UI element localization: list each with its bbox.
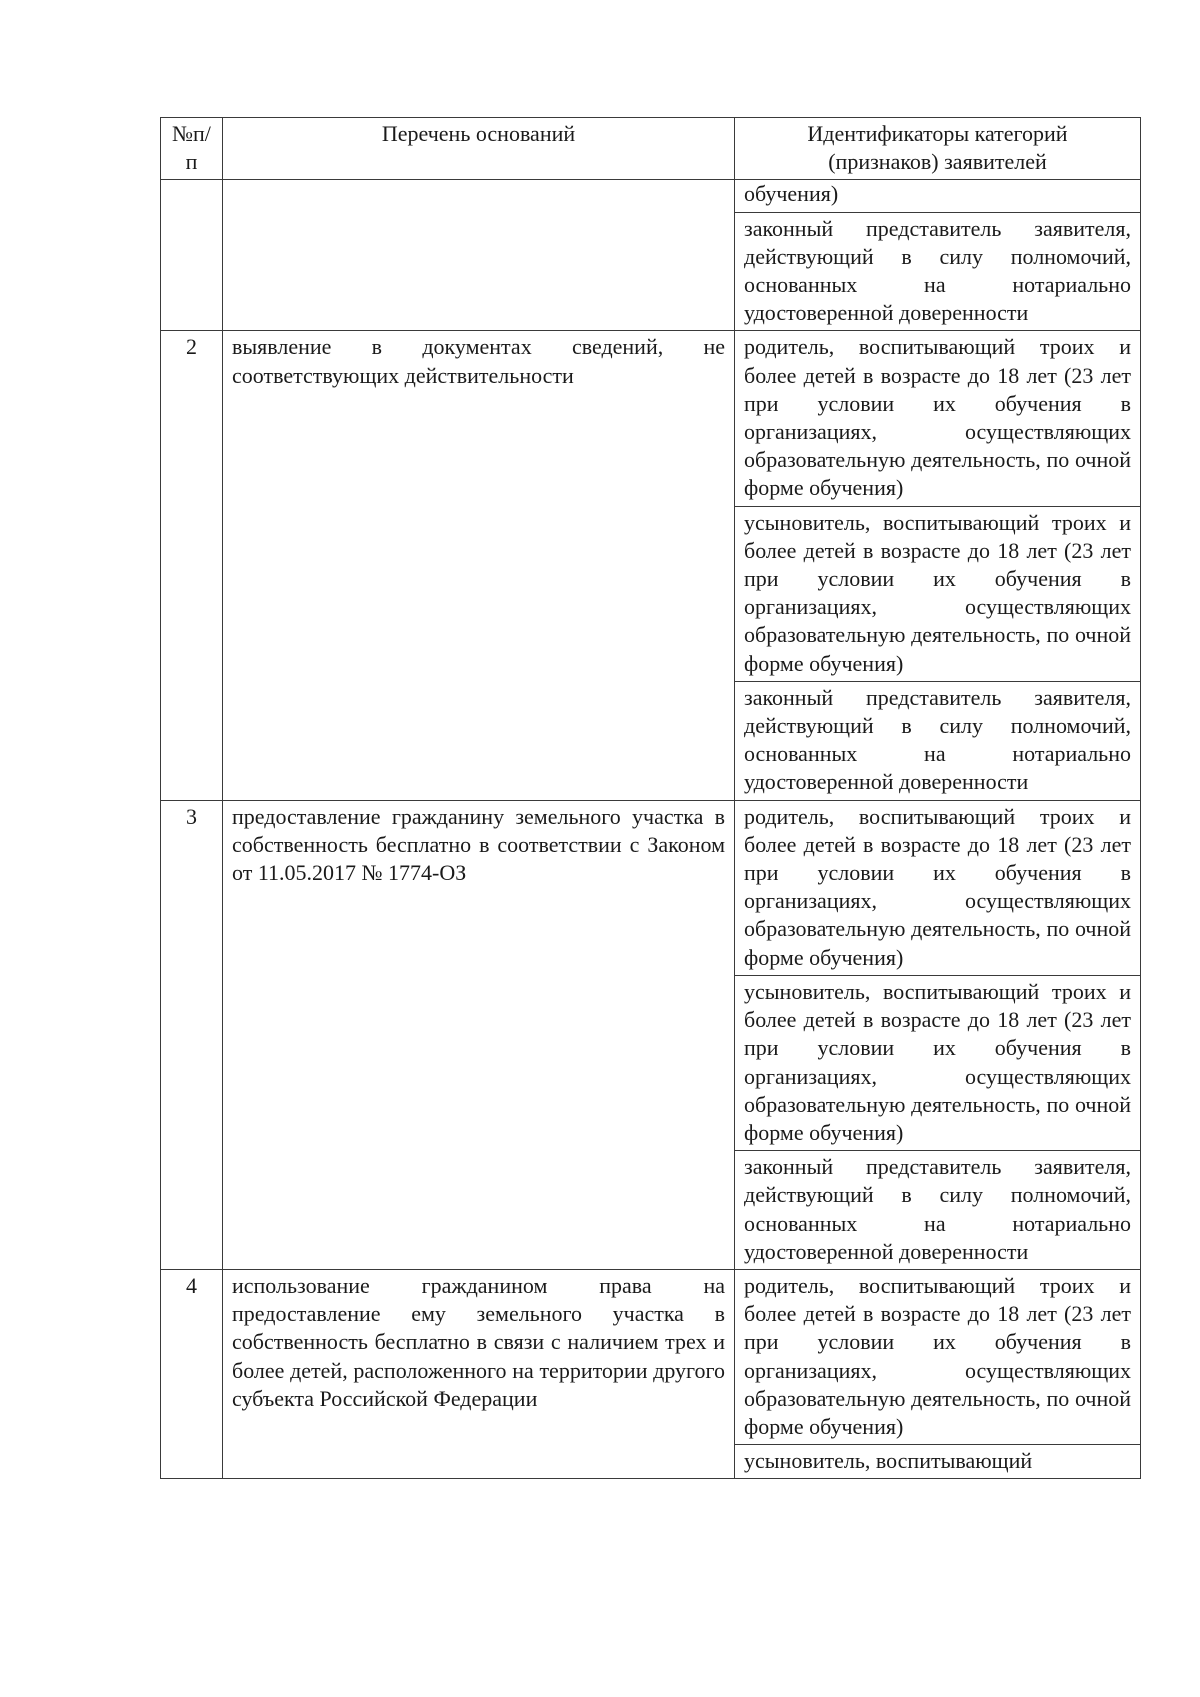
row-number: 2 (161, 331, 223, 800)
header-number-line2: п (185, 149, 198, 175)
row-identifier: усыновитель, воспитывающий троих и более детей в возрасте до 18 лет (23 лет при условии их обучения в организациях, осуществляющих образовательную деятельность, по очной форме обучения) (735, 975, 1141, 1150)
table-row (161, 331, 1141, 506)
table-row (161, 180, 1141, 212)
row-reason: предоставление гражданину земельного участка в собственность бесплатно в соответствии с Законом от 11.05.2017 № 1774-ОЗ (223, 800, 735, 1269)
header-identifiers-line1: Идентификаторы категорий (807, 121, 1068, 146)
row-identifier: родитель, воспитывающий троих и более детей в возрасте до 18 лет (23 лет при условии их обучения в организациях, осуществляющих образовательную деятельность, по очной форме обучения) (735, 331, 1141, 506)
header-reasons: Перечень оснований (223, 118, 735, 180)
row-identifier: законный представитель заявителя, действующий в силу полномочий, основанных на нотариально удостоверенной доверенности (735, 681, 1141, 800)
header-number (161, 118, 223, 180)
grounds-table (160, 117, 1141, 1479)
row-identifier: законный представитель заявителя, действующий в силу полномочий, основанных на нотариально удостоверенной доверенности (735, 1151, 1141, 1270)
row-reason: использование гражданином права на предоставление ему земельного участка в собственность бесплатно в связи с наличием трех и более детей, расположенного на территории другого субъекта Российской Федерации (223, 1269, 735, 1478)
header-identifiers-line2: (признаков) заявителей (828, 149, 1047, 175)
row-identifier: родитель, воспитывающий троих и более детей в возрасте до 18 лет (23 лет при условии их обучения в организациях, осуществляющих образовательную деятельность, по очной форме обучения) (735, 800, 1141, 975)
table-row (161, 800, 1141, 975)
table-header-row (161, 118, 1141, 180)
row-identifier: усыновитель, воспитывающий троих и более детей в возрасте до 18 лет (23 лет при условии их обучения в организациях, осуществляющих образовательную деятельность, по очной форме обучения) (735, 506, 1141, 681)
row-number (161, 180, 223, 331)
table-row (161, 1269, 1141, 1444)
row-number: 3 (161, 800, 223, 1269)
row-identifier: усыновитель, воспитывающий (735, 1445, 1141, 1479)
row-reason (223, 180, 735, 331)
row-reason: выявление в документах сведений, не соответствующих действительности (223, 331, 735, 800)
header-identifiers (735, 118, 1141, 180)
row-identifier: родитель, воспитывающий троих и более детей в возрасте до 18 лет (23 лет при условии их обучения в организациях, осуществляющих образовательную деятельность, по очной форме обучения) (735, 1269, 1141, 1444)
header-number-line1: №п/ (172, 121, 211, 146)
row-number: 4 (161, 1269, 223, 1478)
row-identifier: обучения) (735, 180, 1141, 212)
row-identifier: законный представитель заявителя, действующий в силу полномочий, основанных на нотариально удостоверенной доверенности (735, 212, 1141, 331)
